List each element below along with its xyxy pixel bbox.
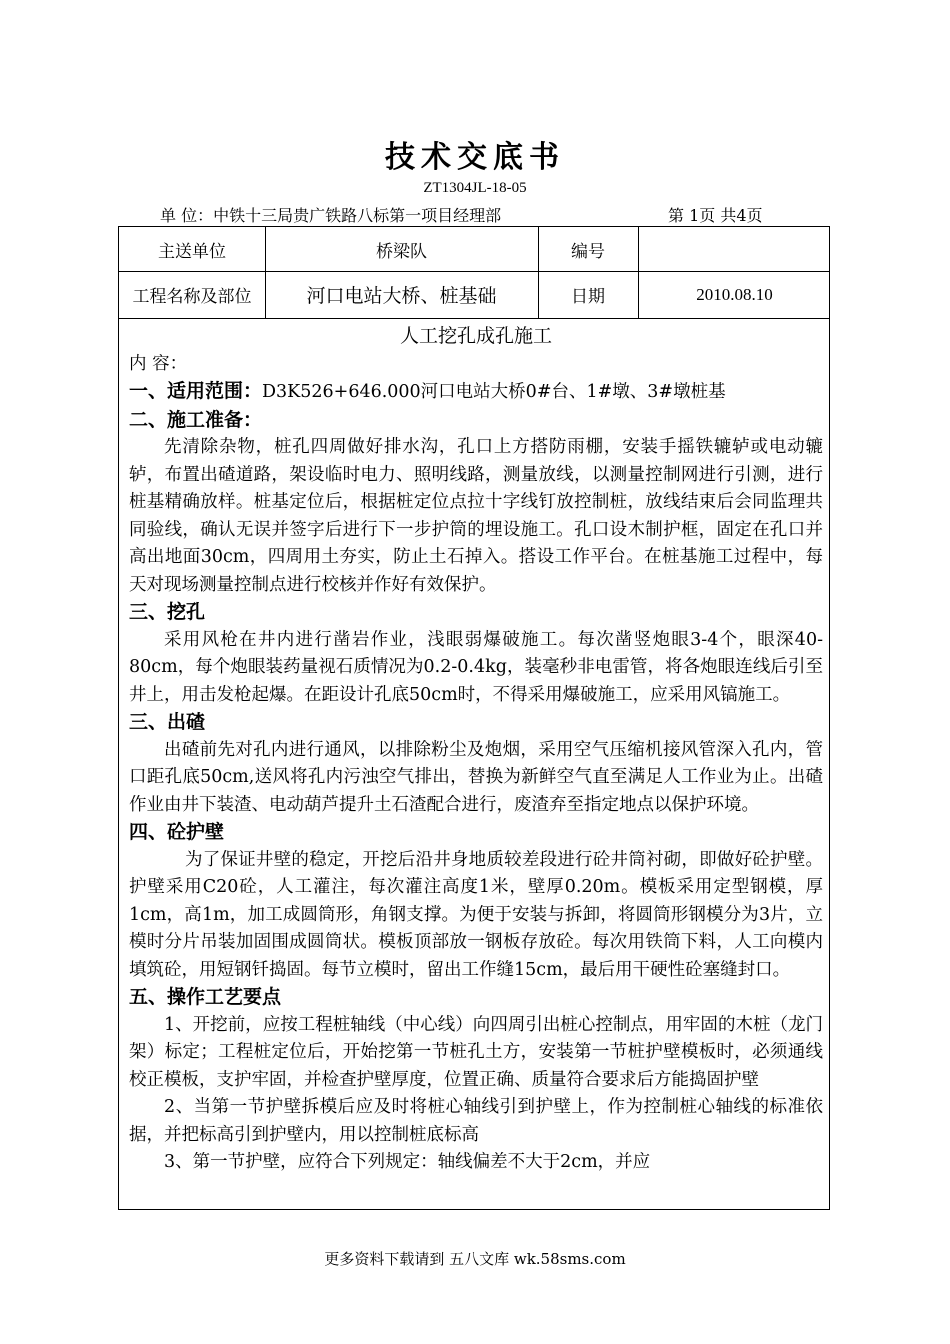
section-heading: 四、砼护壁 xyxy=(129,821,225,843)
section-text: 出碴前先对孔内进行通风，以排除粉尘及炮烟，采用空气压缩机接风管深入孔内，管口距孔底50cm,送风将孔内污浊空气排出，替换为新鲜空气直至满足人工作业为止。出碴作业由井下装渣、电动葫芦提升土石渣配合进行，废渣弃至指定地点以保护环境。 xyxy=(129,739,823,815)
list-item: 1、开挖前，应按工程桩轴线（中心线）向四周引出桩心控制点，用牢固的木桩（龙门架）标定；工程桩定位后，开始挖第一节桩孔土方，安装第一节桩护壁模板时，必须通线校正模板，支护牢固，并检查护壁厚度，位置正确、质量符合要求后方能捣固护壁 xyxy=(129,1014,823,1090)
intro-label: 内 容： xyxy=(129,353,188,374)
date-value: 2010.08.10 xyxy=(696,284,773,304)
content-title: 人工挖孔成孔施工 xyxy=(399,325,552,347)
section-text: 为了保证井壁的稳定，开挖后沿井身地质较差段进行砼井筒衬砌，即做好砼护壁。护壁采用C20砼，人工灌注，每次灌注高度1米，壁厚0.20m。模板采用定型钢模，厚1cm，高1m，加工成圆筒形，角钢支撑。为便于安装与拆卸，将圆筒形钢模分为3片，立模时分片吊装加固围成圆筒状。模板顶部放一钢板存放砼。每次用铁筒下料，人工向模内填筑砼，用短钢钎捣固。每节立模时，留出工作缝15cm，最后用干硬性砼塞缝封口。 xyxy=(129,849,823,980)
recipient-value: 桥梁队 xyxy=(376,241,427,262)
page-info: 第 1页 共4页 xyxy=(668,206,763,225)
section-heading: 三、出碴 xyxy=(129,711,206,733)
content-body xyxy=(129,323,823,1177)
project-label: 工程名称及部位 xyxy=(132,287,252,307)
unit-line: 单 位：中铁十三局贵广铁路八标第一项目经理部 xyxy=(160,206,502,225)
footer-note: 更多资料下载请到 五八文库 wk.58sms.com xyxy=(324,1250,626,1268)
section-heading: 三、挖孔 xyxy=(129,601,206,623)
number-label: 编号 xyxy=(571,241,605,262)
list-item: 3、第一节护壁，应符合下列规定：轴线偏差不大于2cm，并应 xyxy=(164,1152,651,1172)
list-item: 2、当第一节护壁拆模后应及时将桩心轴线引到护壁上，作为控制桩心轴线的标准依据，并把标高引到护壁内，用以控制桩底标高 xyxy=(129,1097,823,1145)
number-value xyxy=(638,227,831,271)
section-heading: 一、适用范围： xyxy=(129,380,263,402)
recipient-label: 主送单位 xyxy=(158,241,226,262)
document-number: ZT1304JL-18-05 xyxy=(423,180,527,196)
row-divider xyxy=(119,318,829,319)
section-scope xyxy=(129,378,823,407)
date-label: 日期 xyxy=(571,287,605,307)
section-heading: 二、施工准备： xyxy=(129,408,263,431)
section-text: D3K526+646.000河口电站大桥0#台、1#墩、3#墩桩基 xyxy=(262,382,726,402)
project-value: 河口电站大桥、桩基础 xyxy=(306,285,497,307)
disclosure-table xyxy=(118,226,830,1210)
document-title: 技术交底书 xyxy=(385,140,565,175)
section-text: 采用风枪在井内进行凿岩作业，浅眼弱爆破施工。每次凿竖炮眼3-4个，眼深40-80cm，每个炮眼装药量视石质情况为0.2-0.4kg，装毫秒非电雷管，将各炮眼连线后引至井上，用击发枪起爆。在距设计孔底50cm时，不得采用爆破施工，应采用风镐施工。 xyxy=(129,629,823,705)
section-text: 先清除杂物，桩孔四周做好排水沟，孔口上方搭防雨棚，安装手摇铁辘轳或电动辘轳，布置出碴道路，架设临时电力、照明线路，测量放线，以测量控制网进行引测，进行桩基精确放样。桩基定位后，根据桩定位点拉十字线钉放控制桩，放线结束后会同监理共同验线，确认无误并签字后进行下一步护筒的埋设施工。孔口设木制护框，固定在孔口并高出地面30cm，四周用土夯实，防止土石掉入。搭设工作平台。在桩基施工过程中，每天对现场测量控制点进行校核并作好有效保护。 xyxy=(129,437,823,595)
section-heading: 五、操作工艺要点 xyxy=(129,986,282,1008)
